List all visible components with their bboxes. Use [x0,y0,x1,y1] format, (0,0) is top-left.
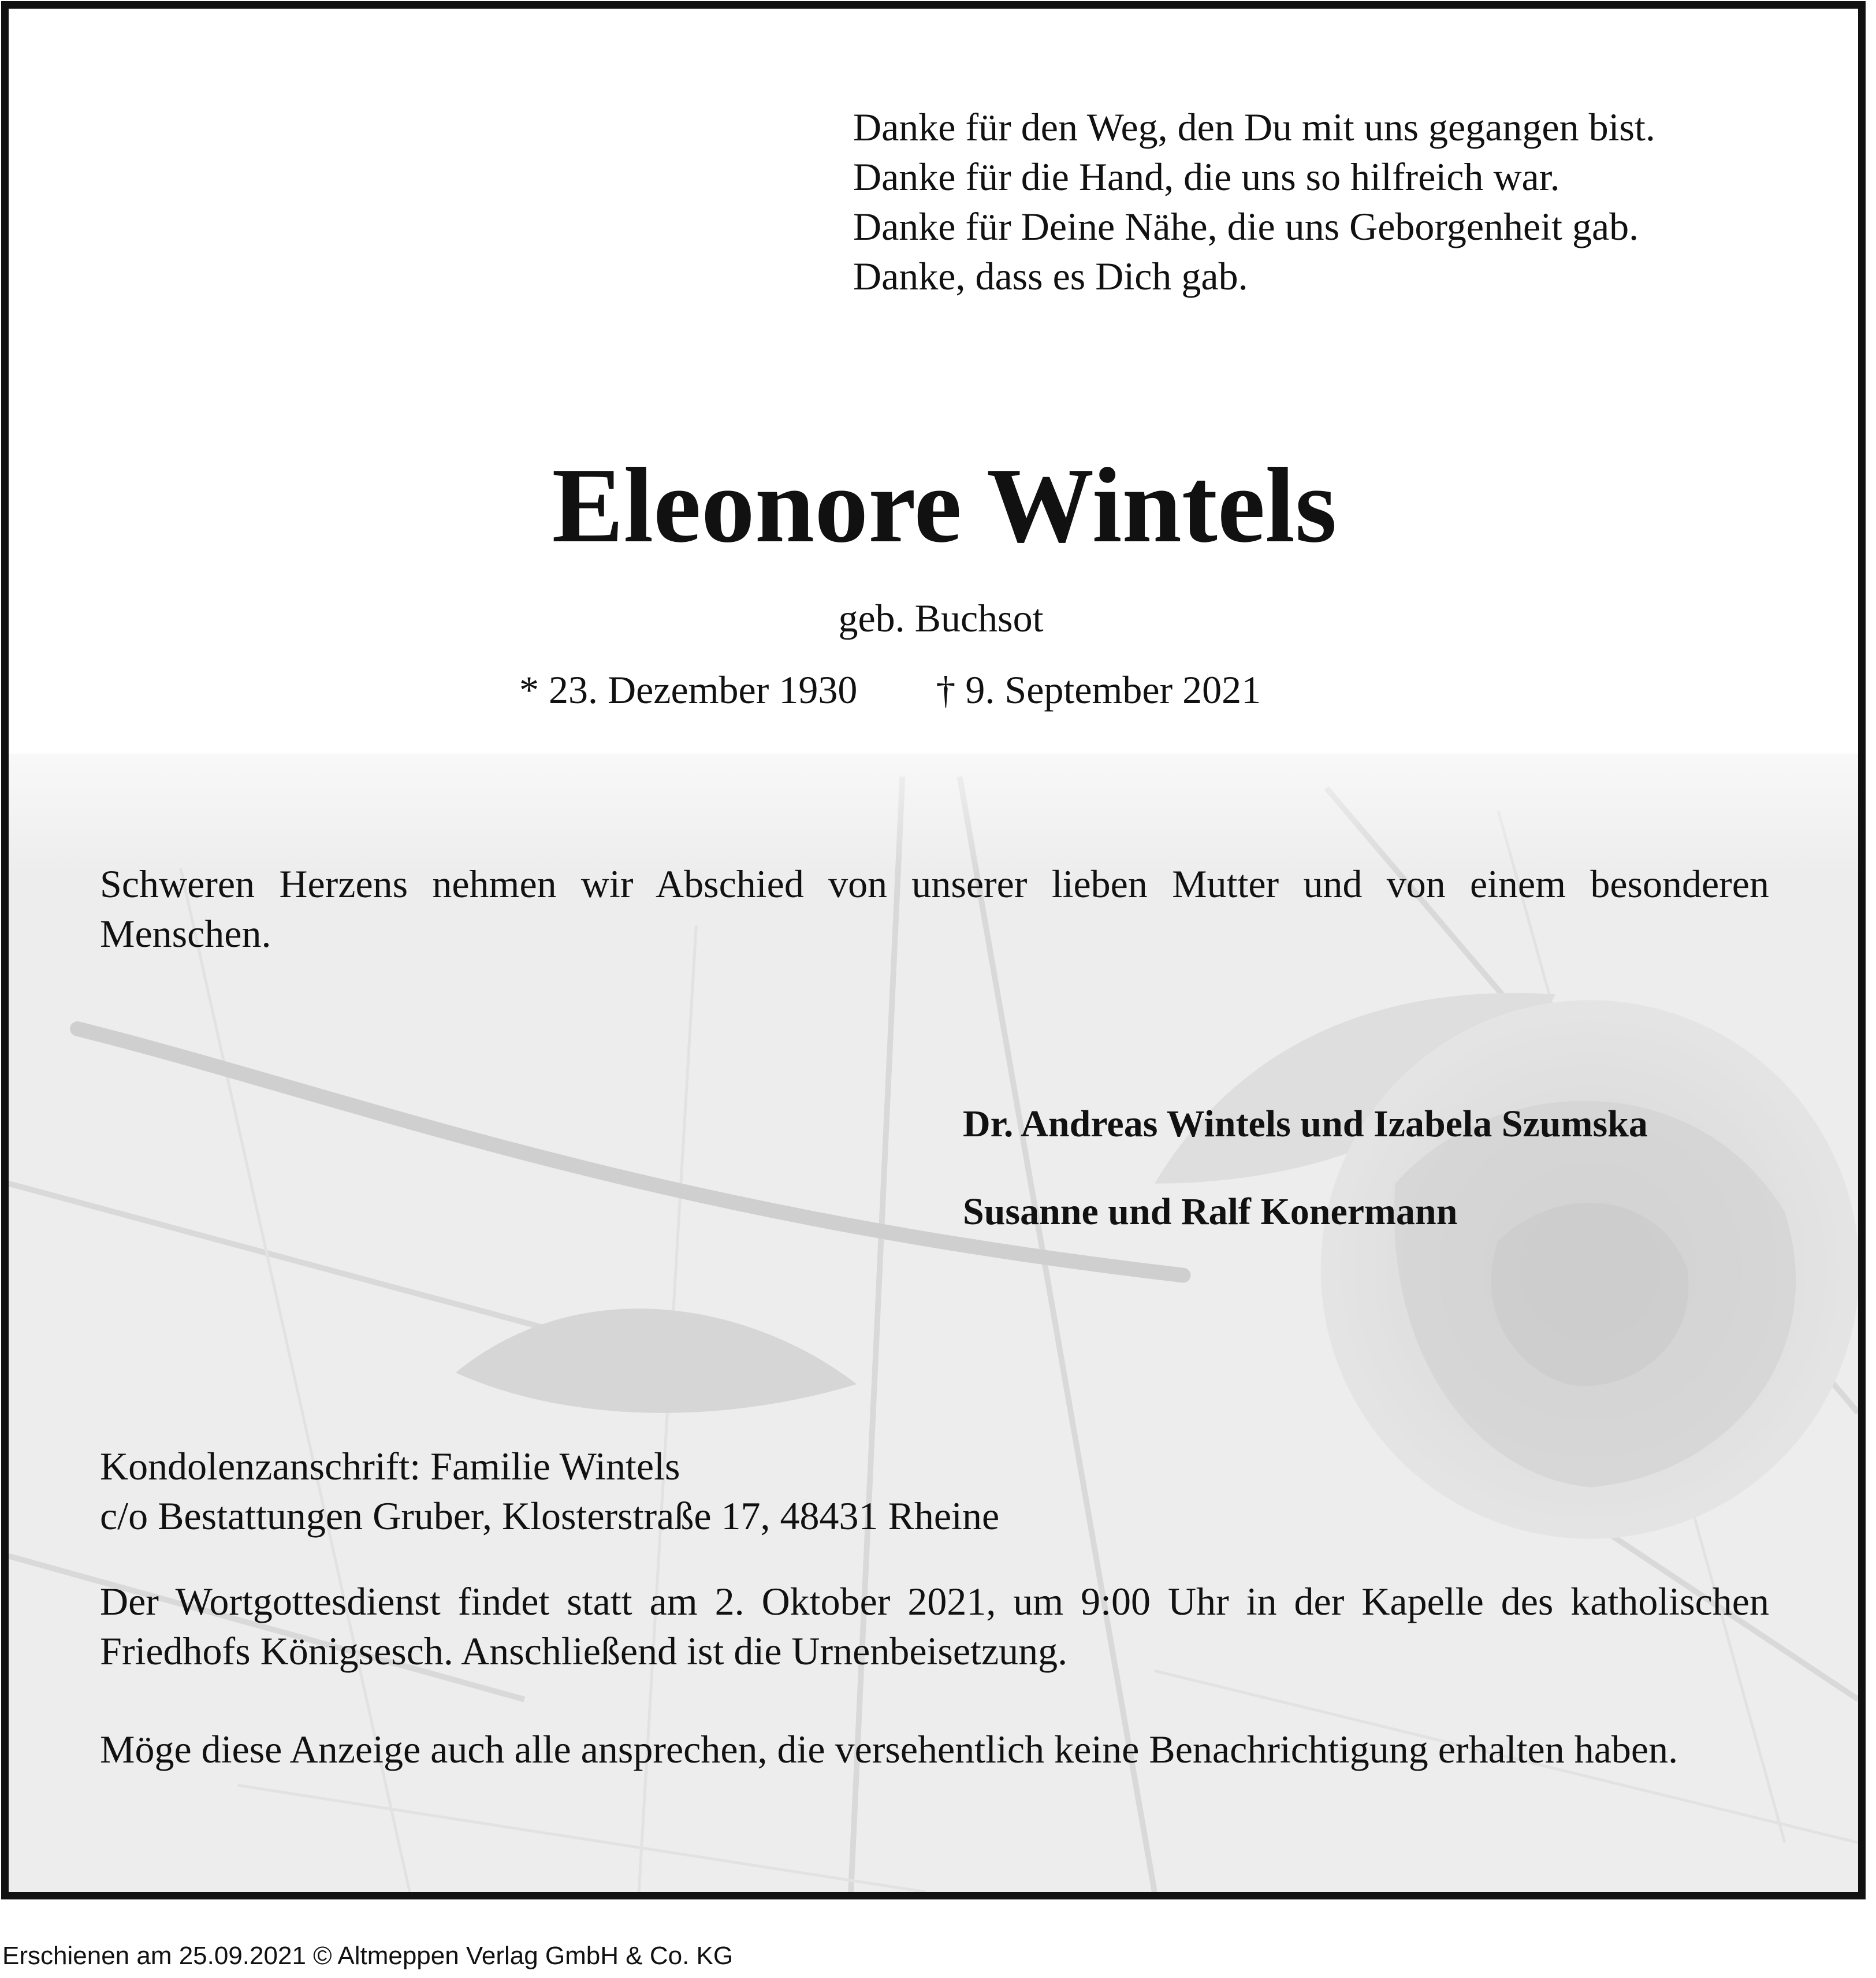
mourner-name: Dr. Andreas Wintels und Izabela Szumska [963,1103,1648,1145]
opening-verse [853,102,1655,301]
service-text: Der Wortgottesdienst findet statt am 2. Oktober 2021, um 9:00 Uhr in der Kapelle des katholischen Friedhofs Königsesch. Anschließend ist die Urnenbeisetzung. [100,1579,1769,1673]
condolence-line: c/o Bestattungen Gruber, Klosterstraße 17, 48431 Rheine [100,1494,1000,1538]
verse-line: Danke für Deine Nähe, die uns Geborgenheit gab. [853,205,1639,248]
birth-date: * 23. Dezember 1930 [519,668,858,712]
farewell-text: Schweren Herzens nehmen wir Abschied von unserer lieben Mutter und von einem besonderen Menschen. [100,862,1769,955]
death-date: † 9. September 2021 [936,668,1261,712]
verse-line: Danke, dass es Dich gab. [853,254,1248,298]
condolence-address [100,1441,999,1541]
deceased-name: Eleonore Wintels [552,446,1337,565]
verse-line: Danke für den Weg, den Du mit uns gegangen bist. [853,105,1655,149]
mourner-name: Susanne und Ralf Konermann [963,1191,1458,1233]
verse-line: Danke für die Hand, die uns so hilfreich war. [853,155,1560,199]
notice-text: Möge diese Anzeige auch alle ansprechen, die versehentlich keine Benachrichtigung erhalten haben. [100,1727,1678,1771]
condolence-line: Kondolenzanschrift: Familie Wintels [100,1444,680,1488]
maiden-name: geb. Buchsot [838,596,1044,640]
life-dates [519,665,1261,715]
publication-footer: Erschienen am 25.09.2021 © Altmeppen Verlag GmbH & Co. KG [2,1942,734,1970]
obituary-frame [1,1,1866,1899]
